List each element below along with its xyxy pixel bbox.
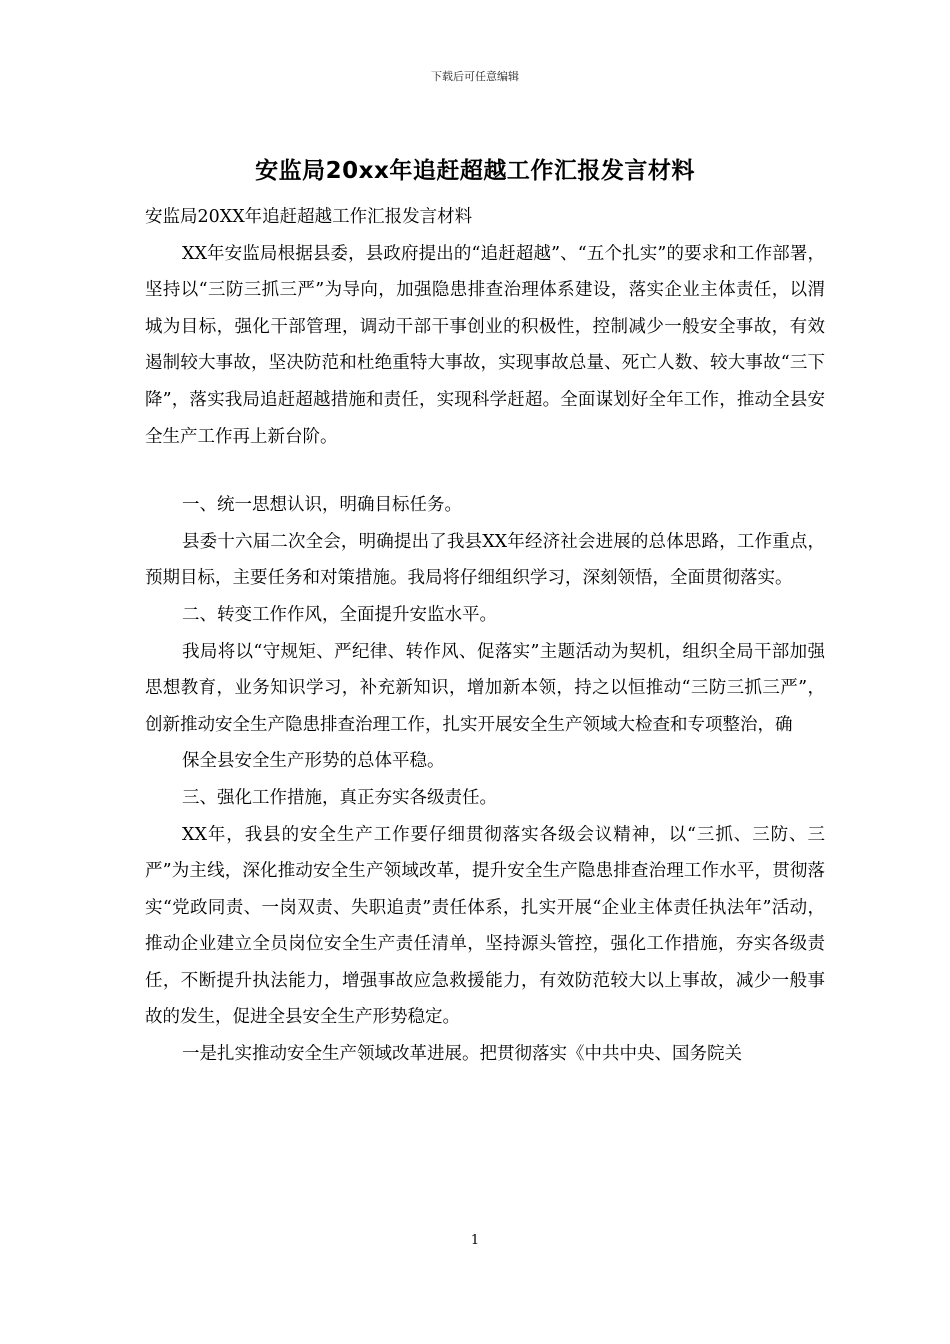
body-paragraph: 保全县安全生产形势的总体平稳。 [182,751,445,772]
body-paragraph: 县委十六届二次全会，明确提出了我县XX年经济社会进展的总体思路，工作重点，预期目标，主要任务和对策措施。我局将仔细组织学习，深刻领悟，全面贯彻落实。 [145,531,825,589]
document-body [145,199,825,1073]
section-heading-3: 三、强化工作措施，真正夯实各级责任。 [182,787,497,808]
body-paragraph: 我局将以“守规矩、严纪律、转作风、促落实”主题活动为契机，组织全局干部加强思想教育，业务知识学习，补充新知识，增加新本领，持之以恒推动“三防三抓三严”，创新推动安全生产隐患排查治理工作，扎实开展安全生产领域大检查和专项整治，确 [145,641,825,735]
section-heading-1: 一、统一思想认识，明确目标任务。 [182,495,462,516]
intro-paragraph: XX年安监局根据县委，县政府提出的“追赶超越”、“五个扎实”的要求和工作部署，坚持以“三防三抓三严”为导向，加强隐患排查治理体系建设，落实企业主体责任，以渭城为目标，强化干部管理，调动干部干事创业的积极性，控制减少一般安全事故，有效遏制较大事故，坚决防范和杜绝重特大事故，实现事故总量、死亡人数、较大事故“三下降”，落实我局追赶超越措施和责任，实现科学赶超。全面谋划好全年工作，推动全县安全生产工作再上新台阶。 [145,243,825,447]
page-number: 1 [470,1233,480,1248]
header-note: 下载后可任意编辑 [431,70,519,83]
body-paragraph: XX年，我县的安全生产工作要仔细贯彻落实各级会议精神，以“三抓、三防、三严”为主线，深化推动安全生产领域改革，提升安全生产隐患排查治理工作水平，贯彻落实“党政同责、一岗双责、失职追责”责任体系，扎实开展“企业主体责任执法年”活动，推动企业建立全员岗位安全生产责任清单，坚持源头管控，强化工作措施，夯实各级责任，不断提升执法能力，增强事故应急救援能力，有效防范较大以上事故，减少一般事故的发生，促进全县安全生产形势稳定。 [145,824,825,1028]
body-paragraph: 一是扎实推动安全生产领域改革进展。把贯彻落实《中共中央、国务院关 [182,1044,742,1065]
section-heading-2: 二、转变工作作风，全面提升安监水平。 [182,604,497,625]
document-title: 安监局20xx年追赶超越工作汇报发言材料 [255,158,695,184]
subtitle-paragraph: 安监局20XX年追赶超越工作汇报发言材料 [145,207,473,227]
